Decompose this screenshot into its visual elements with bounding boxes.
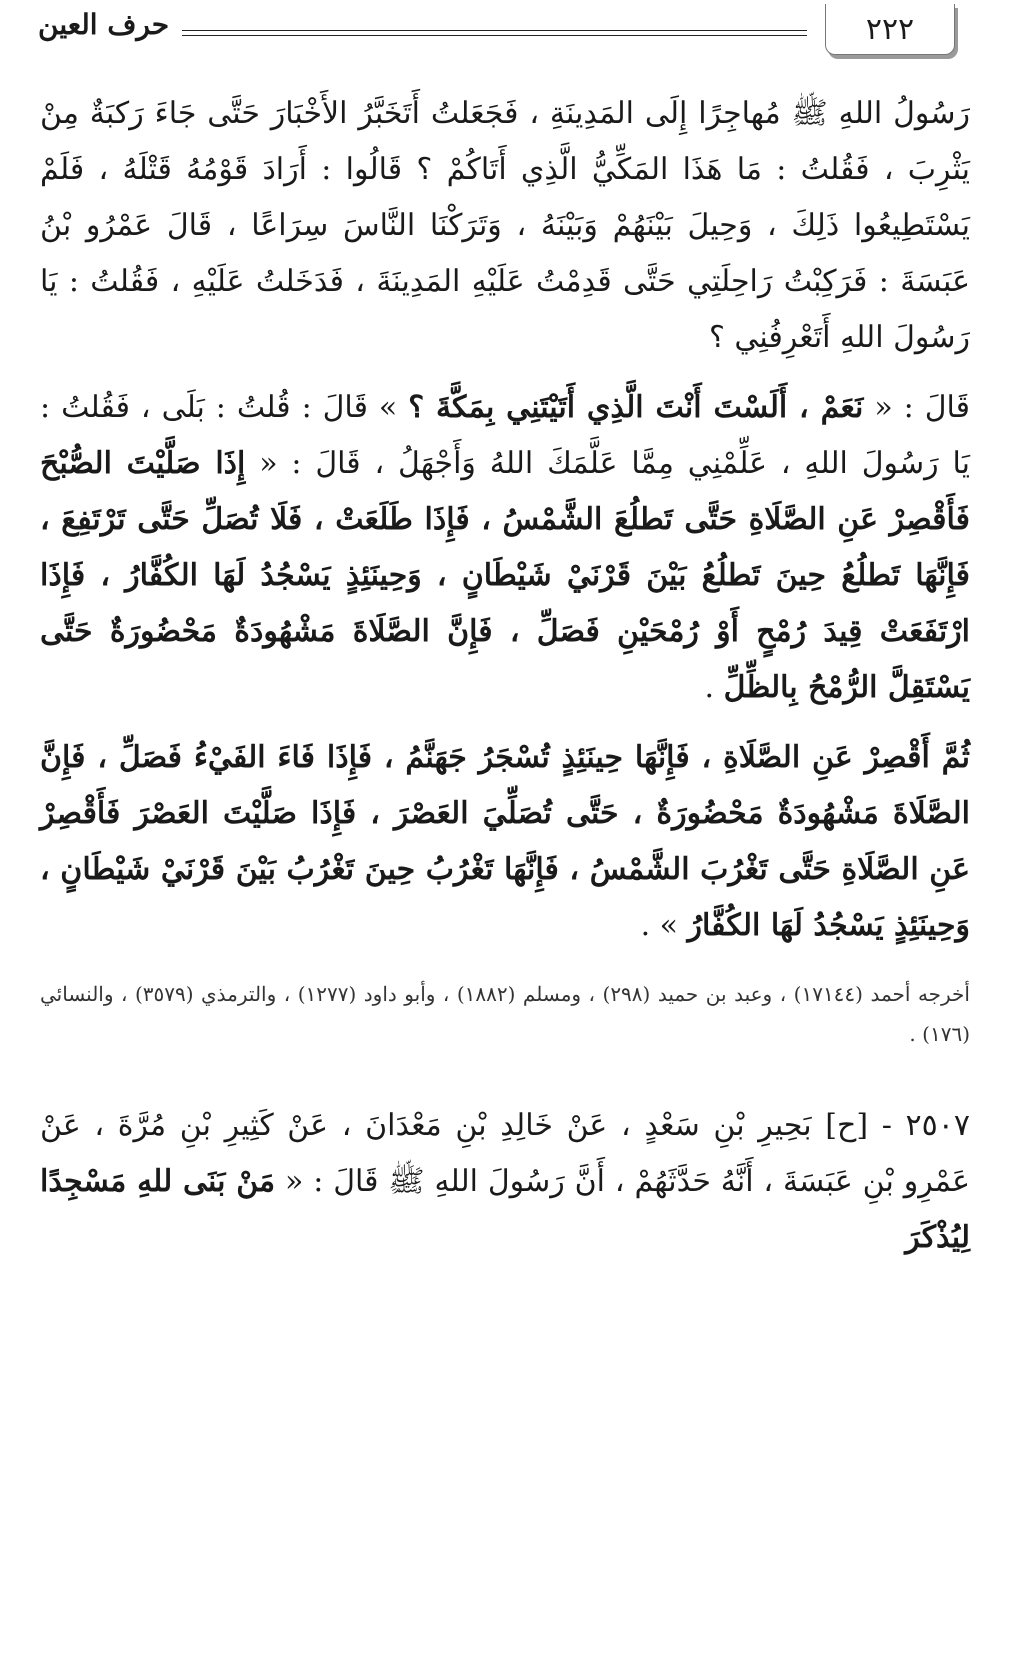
text-run: قَالَ : « [863,390,970,425]
page-number: ٢٢٢ [825,4,955,55]
text-run: . [704,670,724,705]
running-title: حرف العين [38,8,170,41]
paragraph: رَسُولُ اللهِ ﷺ مُهاجِرًا إِلَى المَدِينَةِ ، فَجَعَلتُ أَتَخَبَّرُ الأَخْبَارَ حَتَّى جَاءَ رَكبَةٌ مِنْ يَثْرِبَ ، فَقُلتُ : مَا هَذَا المَكِّيُّ الَّذِي أَتَاكُمْ ؟ قَالُوا : أَرَادَ قَوْمُهُ قَتْلَهُ ، فَلَمْ يَسْتَطِيعُوا ذَلِكَ ، وَحِيلَ بَيْنَهُمْ وَبَيْنَهُ ، وَتَرَكْنَا النَّاسَ سِرَاعًا ، قَالَ عَمْرُو بْنُ عَبَسَةَ : فَرَكِبْتُ رَاحِلَتِي حَتَّى قَدِمْتُ عَلَيْهِ المَدِينَةَ ، فَدَخَلتُ عَلَيْهِ ، فَقُلتُ : يَا رَسُولَ اللهِ أَتَعْرِفُنِي ؟ [40,96,970,355]
text-run: » قَالَ : قُلتُ : بَلَى ، فَقُلتُ : يَا رَسُولَ اللهِ ، عَلِّمْنِي مِمَّا عَلَّمَكَ اللهُ وَأَجْهَلُ ، قَالَ : « [40,390,970,481]
prophetic-quote: مَنْ بَنَى للهِ مَسْجِدًا لِيُذْكَرَ [40,1164,970,1255]
hadith-entry [40,1098,970,1266]
prophetic-quote: إِذَا صَلَّيْتَ الصُّبْحَ فَأَقْصِرْ عَنِ الصَّلَاةِ حَتَّى تَطلُعَ الشَّمْسُ ، فَإِذَا طَلَعَتْ ، فَلَا تُصَلِّ حَتَّى تَرْتَفِعَ ، فَإِنَّهَا تَطلُعُ حِينَ تَطلُعُ بَيْنَ قَرْنَيْ شَيْطَانٍ ، وَحِينَئِذٍ يَسْجُدُ لَهَا الكُفَّارُ ، فَإِذَا ارْتَفَعَتْ قِيدَ رُمْحٍ أَوْ رُمْحَيْنِ فَصَلِّ ، فَإِنَّ الصَّلَاةَ مَشْهُودَةٌ مَحْضُورَةٌ حَتَّى يَسْتَقِلَّ الرُّمْحُ بِالظِّلِّ [40,446,970,705]
page-body [40,86,970,1266]
takhrij-note: أخرجه أحمد (١٧١٤٤) ، وعبد بن حميد (٢٩٨) ، ومسلم (١٨٨٢) ، وأبو داود (١٢٧٧) ، والترمذي (٣٥٧٩) ، والنسائي (١٧٦) . [40,982,970,1046]
prophetic-quote: ثُمَّ أَقْصِرْ عَنِ الصَّلَاةِ ، فَإِنَّهَا حِينَئِذٍ تُسْجَرُ جَهَنَّمُ ، فَإِذَا فَاءَ الفَيْءُ فَصَلِّ ، فَإِنَّ الصَّلَاةَ مَشْهُودَةٌ مَحْضُورَةٌ ، حَتَّى تُصَلِّيَ العَصْرَ ، فَإِذَا صَلَّيْتَ العَصْرَ فَأَقْصِرْ عَنِ الصَّلَاةِ حَتَّى تَغْرُبَ الشَّمْسُ ، فَإِنَّهَا تَغْرُبُ حِينَ تَغْرُبُ بَيْنَ قَرْنَيْ شَيْطَانٍ ، وَحِينَئِذٍ يَسْجُدُ لَهَا الكُفَّارُ [40,740,970,943]
paragraph [40,380,970,716]
header-rule [182,30,807,36]
prophetic-quote: نَعَمْ ، أَلَسْتَ أَنْتَ الَّذِي أَتَيْتَنِي بِمَكَّةَ ؟ [408,390,864,425]
paragraph [40,730,970,954]
text-run: ٢٥٠٧ - [ح] بَحِيرِ بْنِ سَعْدٍ ، عَنْ خَالِدِ بْنِ مَعْدَانَ ، عَنْ كَثِيرِ بْنِ مُرَّةَ ، عَنْ عَمْرِو بْنِ عَبَسَةَ ، أَنَّهُ حَدَّثَهُمْ ، أَنَّ رَسُولَ اللهِ ﷺ قَالَ : « [40,1108,970,1199]
page-header [0,0,1010,80]
text-run: » . [640,908,688,943]
